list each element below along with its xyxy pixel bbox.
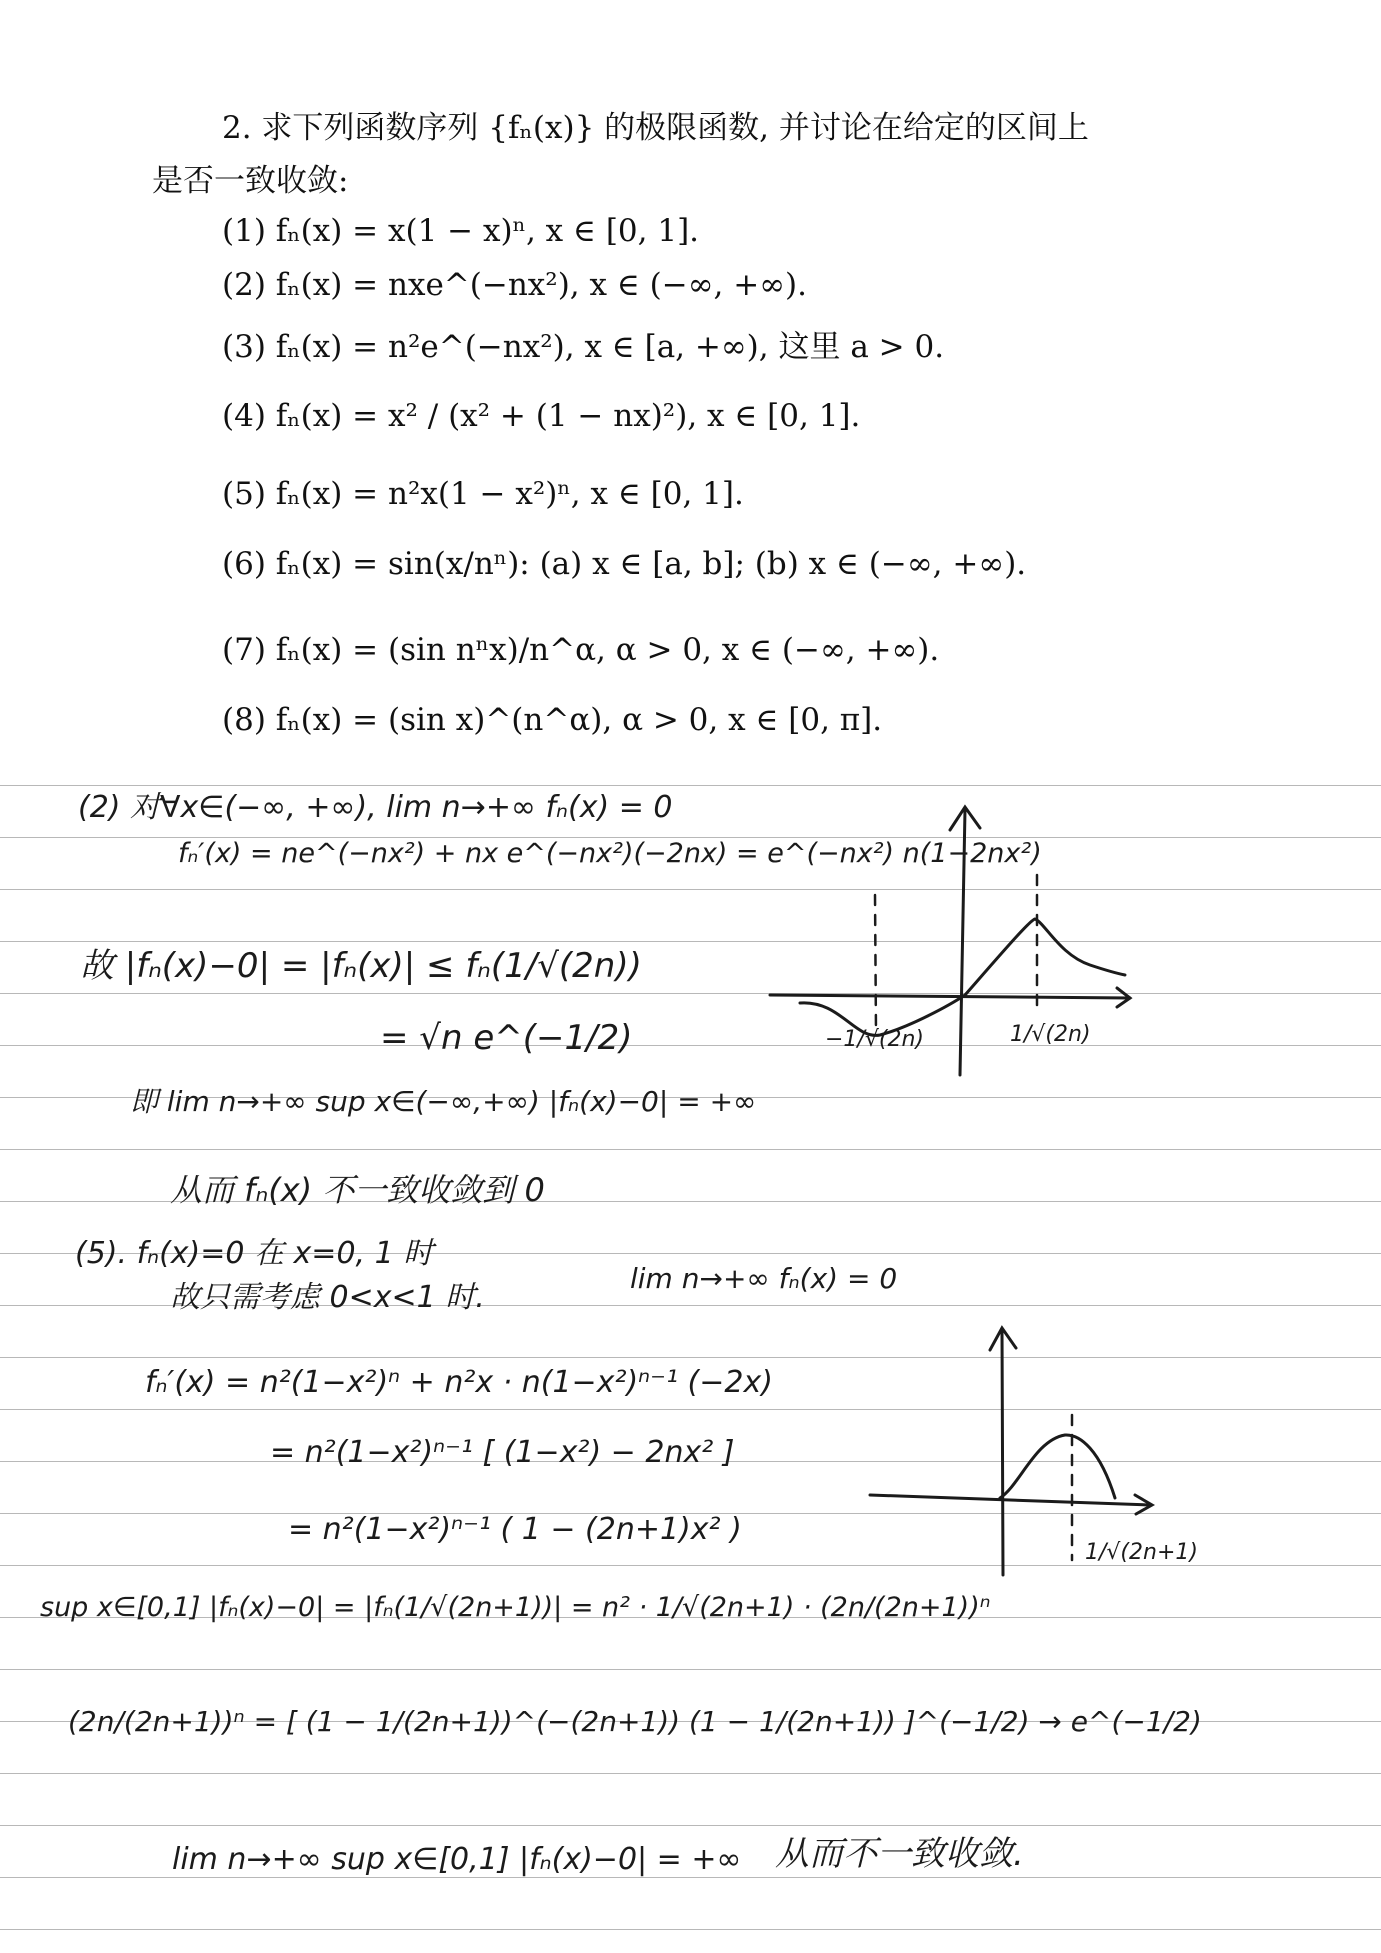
part2-line2: fₙ′(x) = ne^(−nx²) + nx e^(−nx²)(−2nx) = e^(−nx²) n(1−2nx²) [178, 838, 1042, 869]
part5-line8b: 从而不一致收敛. [775, 1834, 1024, 1874]
ruled-line [0, 1669, 1381, 1670]
x-axis [870, 1495, 1150, 1505]
problem-item-2: (2) fₙ(x) = nxe^(−nx²), x ∈ (−∞, +∞). [222, 267, 808, 303]
y-axis [1002, 1330, 1003, 1575]
part5-line5: = n²(1−x²)ⁿ⁻¹ ( 1 − (2n+1)x² ) [288, 1512, 742, 1547]
part5-line2b: lim n→+∞ fₙ(x) = 0 [630, 1262, 898, 1295]
ruled-line [0, 1357, 1381, 1358]
problem-header-line1: 2. 求下列函数序列 {fₙ(x)} 的极限函数, 并讨论在给定的区间上 [222, 110, 1089, 146]
part5-line3: fₙ′(x) = n²(1−x²)ⁿ + n²x · n(1−x²)ⁿ⁻¹ (−2x) [145, 1365, 773, 1400]
ruled-line [0, 889, 1381, 890]
ruled-line [0, 1045, 1381, 1046]
part5-line1: (5). fₙ(x)=0 在 x=0, 1 时 [75, 1236, 434, 1271]
part5-line6: sup x∈[0,1] |fₙ(x)−0| = |fₙ(1/√(2n+1))| = n² · 1/√(2n+1) · (2n/(2n+1))ⁿ [40, 1592, 991, 1623]
problem-item-5: (5) fₙ(x) = n²x(1 − x²)ⁿ, x ∈ [0, 1]. [222, 476, 744, 512]
problem-item-1: (1) fₙ(x) = x(1 − x)ⁿ, x ∈ [0, 1]. [222, 213, 700, 249]
curve-f5 [1000, 1435, 1115, 1498]
ruled-line [0, 1149, 1381, 1150]
part5-line2: 故只需考虑 0<x<1 时. [170, 1280, 485, 1315]
ruled-line [0, 1565, 1381, 1566]
ruled-line [0, 1825, 1381, 1826]
part2-graph-tick-neg: −1/√(2n) [825, 1027, 924, 1052]
printed-problem [0, 0, 1381, 780]
problem-item-8: (8) fₙ(x) = (sin x)^(n^α), α > 0, x ∈ [0, π]. [222, 702, 883, 738]
part2-line5: 即 lim n→+∞ sup x∈(−∞,+∞) |fₙ(x)−0| = +∞ [130, 1085, 757, 1118]
ruled-line [0, 1929, 1381, 1930]
part5-line8: lim n→+∞ sup x∈[0,1] |fₙ(x)−0| = +∞ [172, 1842, 742, 1877]
part2-line4: = √n e^(−1/2) [380, 1018, 633, 1058]
problem-item-3: (3) fₙ(x) = n²e^(−nx²), x ∈ [a, +∞), 这里 a > 0. [222, 329, 945, 365]
part2-line3: 故 |fₙ(x)−0| = |fₙ(x)| ≤ fₙ(1/√(2n)) [80, 946, 642, 986]
part5-line7: (2n/(2n+1))ⁿ = [ (1 − 1/(2n+1))^(−(2n+1)) (1 − 1/(2n+1)) ]^(−1/2) → e^(−1/2) [68, 1705, 1202, 1738]
y-axis [960, 810, 965, 1075]
part2-line1: (2) 对∀x∈(−∞, +∞), lim n→+∞ fₙ(x) = 0 [78, 790, 673, 825]
x-axis [770, 995, 1130, 998]
problem-header-line2: 是否一致收敛: [152, 163, 349, 199]
ruled-line [0, 1409, 1381, 1410]
problem-item-7: (7) fₙ(x) = (sin nⁿx)/n^α, α > 0, x ∈ (−∞, +∞). [222, 632, 940, 668]
ruled-line [0, 1773, 1381, 1774]
part2-line6: 从而 fₙ(x) 不一致收敛到 0 [170, 1171, 545, 1209]
part2-graph-tick-pos: 1/√(2n) [1010, 1022, 1091, 1047]
problem-item-4: (4) fₙ(x) = x² / (x² + (1 − nx)²), x ∈ [0, 1]. [222, 398, 861, 434]
part5-line4: = n²(1−x²)ⁿ⁻¹ [ (1−x²) − 2nx² ] [270, 1435, 735, 1470]
part5-graph-tick: 1/√(2n+1) [1085, 1540, 1198, 1565]
ruled-line [0, 993, 1381, 994]
ruled-line [0, 1877, 1381, 1878]
min-dashed-line [875, 895, 876, 1033]
problem-item-6: (6) fₙ(x) = sin(x/nⁿ): (a) x ∈ [a, b]; (b) x ∈ (−∞, +∞). [222, 546, 1027, 582]
